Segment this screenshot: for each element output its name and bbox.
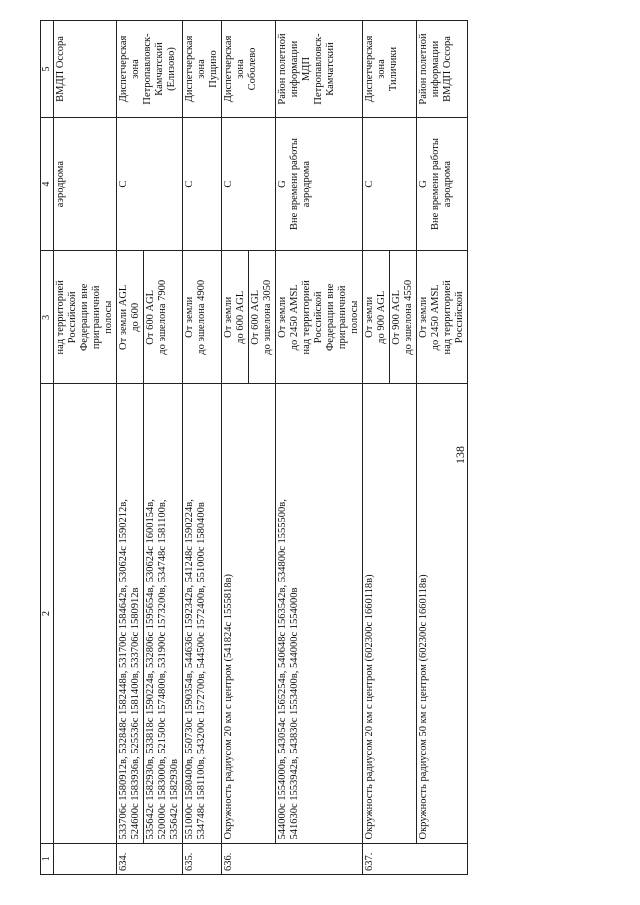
row-number-634: 634. bbox=[117, 843, 183, 874]
airspace-table bbox=[40, 20, 468, 875]
continuation-class: аэродрома bbox=[54, 117, 117, 250]
unit-637-c: Район полетной информации ВМДП Оссора bbox=[417, 21, 468, 118]
unit-636-a: Диспетчерская зона Соболево bbox=[222, 21, 276, 118]
header-col-2: 2 bbox=[41, 384, 54, 843]
header-col-3: 3 bbox=[41, 251, 54, 384]
class-634: С bbox=[117, 117, 183, 250]
altitude-634-b: От 600 AGL до эшелона 7900 bbox=[144, 251, 183, 384]
circle-637-a: Окружность радиусом 20 км с центром (602300с 1660118в) bbox=[363, 384, 417, 843]
altitude-637-c: От земли до 2450 AMSL над территорией Российской bbox=[417, 251, 468, 384]
coords-634-a: 533706с 1580912в, 532848с 1582448в, 531700с 1584642в, 530624с 1590212в, 524600с 1583936в, 525536с 1581400в, 533706с 1580912в bbox=[117, 384, 144, 843]
table-row-637-c bbox=[417, 21, 468, 875]
table-row-636-a bbox=[222, 21, 249, 875]
row-number-637: 637. bbox=[363, 843, 468, 874]
unit-635: Диспетчерская зона Пущино bbox=[183, 21, 222, 118]
altitude-635: От земли до эшелона 4900 bbox=[183, 251, 222, 384]
row-number-635: 635. bbox=[183, 843, 222, 874]
unit-634: Диспетчерская зона Петропавловск- Камчатский (Елизово) bbox=[117, 21, 183, 118]
table-row-continuation bbox=[54, 21, 117, 875]
coords-634-b: 535642с 1582930в, 533818с 1590224в, 532806с 1595654в, 530624с 1600154в, 520000с 1583000в, 521500с 1574800в, 531900с 1573200в, 534748с 1581100в, 535642с 1582930в bbox=[144, 384, 183, 843]
class-637-a: С bbox=[363, 117, 417, 250]
coords-635: 551000с 1580400в, 550730с 1590354в, 544636с 1592342в, 541248с 1590224в, 534748с 1581100в, 543200с 1572700в, 544500с 1572400в, 551000с 1580400в bbox=[183, 384, 222, 843]
page-number: 138 bbox=[453, 446, 467, 464]
class-637-c: G Вне времени работы аэродрома bbox=[417, 117, 468, 250]
table-row-637-a bbox=[363, 21, 390, 875]
table-row-635 bbox=[183, 21, 222, 875]
altitude-637-b: От 900 AGL до эшелона 4550 bbox=[390, 251, 417, 384]
continuation-altitude: над территорией Российской Федерации вне приграничной полосы bbox=[54, 251, 117, 384]
unit-636-c: Район полетной информации МДП Петропавловск- Камчатский bbox=[276, 21, 363, 118]
circle-636: Окружность радиусом 20 км с центром (541824с 1555818в) bbox=[222, 384, 276, 843]
altitude-636-b: От 600 AGL до эшелона 3050 bbox=[249, 251, 276, 384]
altitude-634-a: От земли AGL до 600 bbox=[117, 251, 144, 384]
header-col-4: 4 bbox=[41, 117, 54, 250]
altitude-637-a: От земли до 900 AGL bbox=[363, 251, 390, 384]
circle-637-b: Окружность радиусом 50 км с центром (602300с 1660118в) bbox=[417, 384, 468, 843]
header-col-5: 5 bbox=[41, 21, 54, 118]
header-col-1: 1 bbox=[41, 843, 54, 874]
row-number-636: 636. bbox=[222, 843, 363, 874]
class-636-c: G Вне времени работы аэродрома bbox=[276, 117, 363, 250]
table-row-634-a bbox=[117, 21, 144, 875]
class-636-a: С bbox=[222, 117, 276, 250]
altitude-636-a: От земли до 600 AGL bbox=[222, 251, 249, 384]
class-635: С bbox=[183, 117, 222, 250]
coords-636: 544000с 1554000в, 543054с 1565254в, 540648с 1563542в, 534800с 1555500в, 541630с 1553942в, 543830с 1553400в, 544000с 1554000в bbox=[276, 384, 363, 843]
altitude-636-c: От земли до 2450 AMSL над территорией Российской Федерации вне приграничной полосы bbox=[276, 251, 363, 384]
table-header-row bbox=[41, 21, 54, 875]
unit-637-a: Диспетчерская зона Тиличики bbox=[363, 21, 417, 118]
continuation-unit: ВМДП Оссора bbox=[54, 21, 117, 118]
table-row-636-c bbox=[276, 21, 363, 875]
